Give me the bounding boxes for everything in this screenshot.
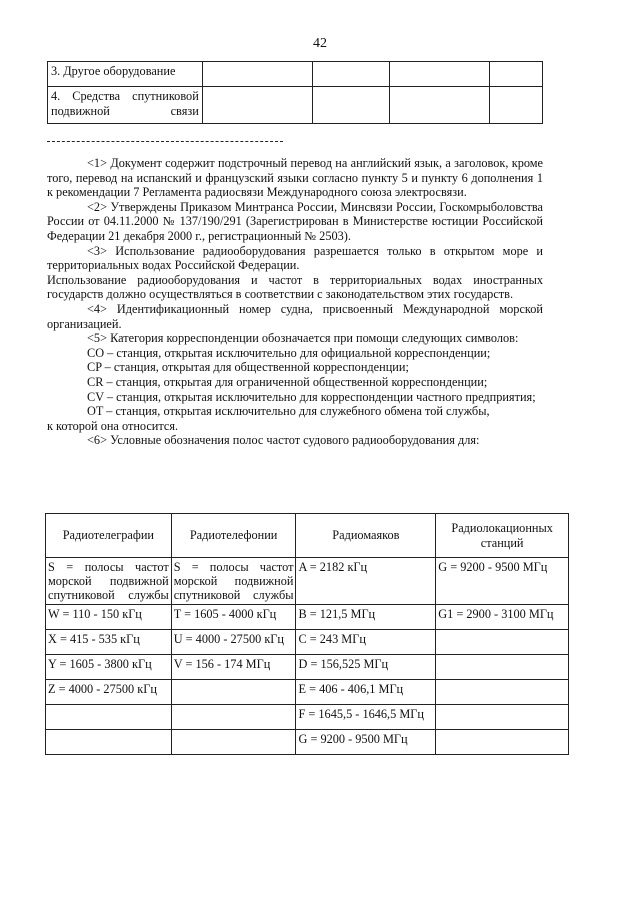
table-row [46,605,569,630]
table-row [46,630,569,655]
symbol-co: CO – станция, открытая исключительно для официальной корреспонденции; [87,345,491,360]
table-cell [436,680,569,705]
table-row [46,655,569,680]
table-cell [171,730,296,755]
table-cell: E = 406 - 406,1 МГц [296,680,436,705]
table-cell: A = 2182 кГц [296,558,436,605]
table-cell: D = 156,525 МГц [296,655,436,680]
table-cell: 3. Другое оборудование [48,62,203,87]
table-row [46,730,569,755]
footnote-6: <6> Условные обозначения полос частот судового радиооборудования для: [87,433,480,448]
table-cell: W = 110 - 150 кГц [46,605,172,630]
footnote-3-continuation: Использование радиооборудования и частот в территориальных водах иностранных государств должно осуществляться в соответствии с законодательством этих государств. [47,272,543,302]
column-header: Радиотелеграфии [46,514,172,558]
column-header: Радиомаяков [296,514,436,558]
footnote-3: <3> Использование радиооборудования разрешается только в открытом море и территориальных водах Российской Федерации. [47,243,543,273]
page-number: 42 [313,36,327,51]
table-cell: G = 9200 - 9500 МГц [436,558,569,605]
symbol-cp: CP – станция, открытая для общественной корреспонденции; [87,360,409,375]
table-cell: Y = 1605 - 3800 кГц [46,655,172,680]
table-row [46,680,569,705]
column-header: Радиолокационных станций [436,514,569,558]
table-cell [312,62,390,87]
table-cell: T = 1605 - 4000 кГц [171,605,296,630]
footnote-separator [47,141,283,142]
symbol-ot: OT – станция, открытая исключительно для служебного обмена той службы, [87,404,490,419]
table-row [46,558,569,605]
table-cell: B = 121,5 МГц [296,605,436,630]
table-cell [46,705,172,730]
table-cell: C = 243 МГц [296,630,436,655]
table-cell: U = 4000 - 27500 кГц [171,630,296,655]
table-cell: G1 = 2900 - 3100 МГц [436,605,569,630]
table-header-row [46,514,569,558]
table-cell [490,62,543,87]
table-cell [202,87,312,124]
footnote-1: <1> Документ содержит подстрочный перевод на английский язык, а заголовок, кроме того, перевод на испанский и французский языки согласно пункту 5 и пункту 6 дополнения 1 к рекомендации 7 Регламента радиосвязи Международного союза электросвязи. [47,156,543,200]
table-cell [490,87,543,124]
table-cell: Z = 4000 - 27500 кГц [46,680,172,705]
table-cell: V = 156 - 174 МГц [171,655,296,680]
table-cell [312,87,390,124]
table-cell [436,730,569,755]
footnotes [47,156,543,448]
table-row [48,62,543,87]
table-cell [390,87,490,124]
table-cell [202,62,312,87]
footnote-2: <2> Утверждены Приказом Минтранса России, Минсвязи России, Госкомрыболовства России от 04.11.2000 № 137/190/291 (Зарегистрирован в Министерстве юстиции Российской Федерации 21 декабря 2000 г., регистрационный № 2503). [47,199,543,243]
table-cell: G = 9200 - 9500 МГц [296,730,436,755]
table-row [46,705,569,730]
table-cell [436,655,569,680]
table-cell [436,630,569,655]
table-cell [46,730,172,755]
symbol-cr: CR – станция, открытая для ограниченной общественной корреспонденции; [87,374,488,389]
table-cell [390,62,490,87]
table-row [48,87,543,124]
footnote-5: <5> Категория корреспонденции обозначается при помощи следующих символов: [87,331,519,346]
table-cell: 4. Средства спутниковой подвижной связи [48,87,203,124]
frequency-bands-table [45,513,569,755]
table-cell: S = полосы частот морской подвижной спутниковой службы [171,558,296,605]
symbol-cv: CV – станция, открытая исключительно для корреспонденции частного предприятия; [87,389,536,404]
table-cell [436,705,569,730]
table-cell [171,705,296,730]
symbol-ot-continuation: к которой она относится. [47,418,179,433]
table-cell: X = 415 - 535 кГц [46,630,172,655]
equipment-table [47,61,543,124]
footnote-4: <4> Идентификационный номер судна, присвоенный Международной морской организацией. [47,301,543,331]
table-cell: S = полосы частот морской подвижной спутниковой службы [46,558,172,605]
table-cell [171,680,296,705]
column-header: Радиотелефонии [171,514,296,558]
table-cell: F = 1645,5 - 1646,5 МГц [296,705,436,730]
